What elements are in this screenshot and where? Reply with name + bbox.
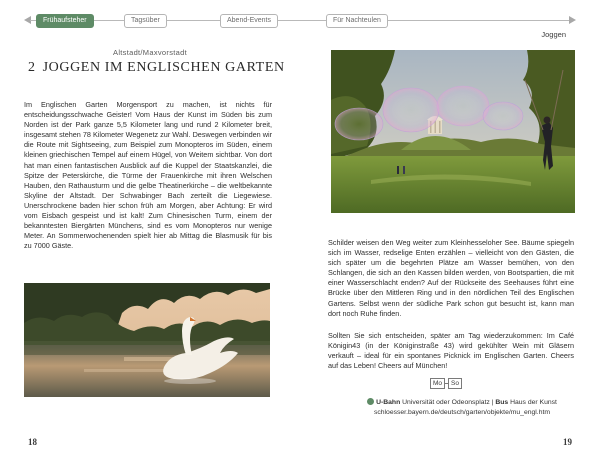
bus-stop: Haus der Kunst <box>510 399 557 406</box>
tab-tagsueber[interactable]: Tagsüber <box>124 14 167 28</box>
ubahn-stop: Universität oder Odeonsplatz <box>402 399 490 406</box>
day-to: So <box>448 378 462 389</box>
timeline-rule <box>30 20 570 21</box>
transit-icon <box>367 398 374 405</box>
transit-separator: | <box>491 399 494 406</box>
body-paragraph-left: Im Englischen Garten Morgensport zu machen, ist nichts für entscheidungsschwache Geister! Vom Haus der Kunst im Süden bis zum Norden ist der Park ganze 5,5 Kilometer lang und rund 2 Kilometer breit, insgesamt stehen 78 Kilometer Wegenetz zur Wahl. Deswegen verbinden wir die Route mit Sightseeing, zum Beispiel zum Monopteros im Süden, einem kleinen griechischen Tempel auf einem Hügel, von Weitem sichtbar. Von dort hat man einen fantastischen Ausblick auf die Kuppel der Staatskanzlei, die Spitze der Peterskirche, die Türme der Frauenkirche mit ihren Welschen Hauben, den Rathausturm und die gelbe Theatinerkirche – die weltbekannte Skyline der Altstadt. Der Schwabinger Bach zerteilt die Liegewiese. Unerschrockene baden hier schon früh am Morgen, aber Achtung: Er wird vom Eisbach gespeist und ist kalt! Zum Chinesischen Turm, einem der bekanntesten Biergärten Münchens, sind es vom Monopteros nur wenige Meter. An Sommerwochenenden spielt hier ab Mittag die Blasmusik für bis zu 7000 Gäste. <box>24 100 272 251</box>
body-paragraph-right-2: Sollten Sie sich entscheiden, später am Tag wiederzukommen: Im Café Königin43 (in der Königinstraße 43) wird gekühlter Wein mit Gläsern verkauft – ideal für ein spontanes Picknick im Englischen Garten. Cheers auf das Leben! Cheers auf München! <box>328 331 574 371</box>
ubahn-label: U-Bahn <box>376 399 401 406</box>
page-number-right: 19 <box>563 437 572 447</box>
arrow-right-icon <box>569 16 576 24</box>
tab-abend-events[interactable]: Abend-Events <box>220 14 278 28</box>
english-garden-photo <box>331 50 575 213</box>
swan-lake-photo <box>24 283 270 397</box>
tab-fuer-nachteulen[interactable]: Für Nachteulen <box>326 14 388 28</box>
transit-line <box>344 398 580 408</box>
day-from: Mo <box>430 378 445 389</box>
section-label: Joggen <box>541 30 566 39</box>
page-number-left: 18 <box>28 437 37 447</box>
tab-fruehaufsteher[interactable]: Frühaufsteher <box>36 14 94 28</box>
opening-days <box>430 378 462 389</box>
entry-number: 2 <box>28 60 36 75</box>
district-label: Altstadt/Maxvorstadt <box>113 48 187 57</box>
bus-label: Bus <box>495 399 509 406</box>
website-link[interactable]: schloesser.bayern.de/deutsch/garten/objekte/mu_engl.htm <box>373 408 551 416</box>
transit-info <box>344 398 580 417</box>
body-paragraph-right-1: Schilder weisen den Weg weiter zum Kleinhesseloher See. Bäume spiegeln sich im Wasser, redselige Enten erzählen – vielleicht von den Gästen, die sich später um die begehrten Plätze am Wasser bemühen, von den Schlangen, die sich an den Kassen bilden werden, von Bootspartien, die mit einer Wasserschlacht enden? Auf der Rückseite des Seehauses führt eine Brücke über den Mittleren Ring und in den nördlichen Teil des Englischen Gartens. Selbst wenn der südliche Park schon gut besucht ist, kann man dort noch Ruhe finden. <box>328 238 574 318</box>
entry-title: JOGGEN IM ENGLISCHEN GARTEN <box>42 60 285 75</box>
page-title <box>28 60 285 76</box>
